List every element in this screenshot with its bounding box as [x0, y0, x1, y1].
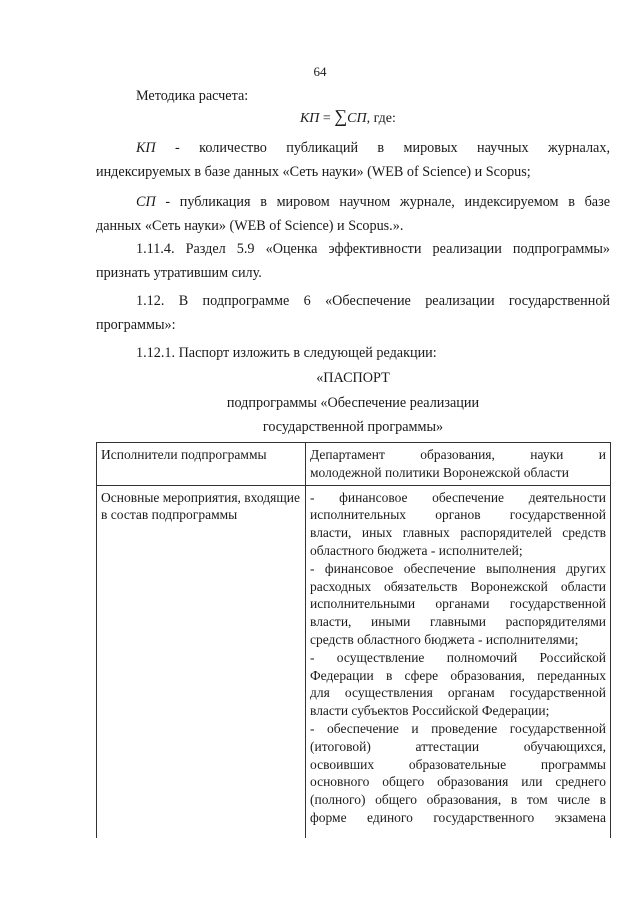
- formula: [300, 106, 396, 127]
- definition-kp: [96, 136, 610, 184]
- value-line: власти, иными главными распорядителями: [310, 614, 606, 630]
- passport-subtitle-2: государственной программы»: [262, 419, 444, 435]
- formula-tail: , где:: [366, 111, 396, 126]
- row-label-main-activities: Основные мероприятия, входящие в состав подпрограммы: [97, 485, 306, 838]
- paragraph-1-11-4-line2: признать утратившим силу.: [96, 265, 262, 281]
- paragraph-1-12: [96, 289, 610, 337]
- paragraph-1-12-1: 1.12.1. Паспорт изложить в следующей редакции:: [136, 345, 437, 361]
- paragraph-1-11-4-line1: 1.11.4. Раздел 5.9 «Оценка эффективности реализации подпрограммы»: [136, 241, 610, 257]
- definition-sp-line2: данных «Сеть науки» (WEB of Science) и Scopus.».: [96, 218, 404, 234]
- row-label-executors: Исполнители подпрограммы: [97, 443, 306, 486]
- value-line: - осуществление полномочий Российской: [310, 649, 606, 665]
- value-line: власти, иных главных распорядителей средств: [310, 525, 606, 541]
- value-line: для осуществления органам государственной: [310, 685, 606, 701]
- value-line: (полного) общего образования, в том числе в: [310, 792, 606, 808]
- table-row: [97, 443, 611, 486]
- definition-kp-term: КП: [136, 140, 156, 156]
- formula-eq: =: [319, 111, 335, 126]
- value-line: исполнительных органов государственной: [310, 507, 606, 523]
- value-line: молодежной политики Воронежской области: [310, 464, 569, 480]
- value-line: средств областного бюджета - исполнителями;: [310, 631, 579, 647]
- value-line: расходных обязательств Воронежской области: [310, 578, 606, 594]
- passport-subtitle-1: подпрограммы «Обеспечение реализации: [226, 395, 480, 411]
- passport-title: «ПАСПОРТ: [316, 370, 390, 386]
- definition-kp-line1: - количество публикаций в мировых научных журналах,: [155, 140, 610, 156]
- definition-kp-line2: индексируемых в базе данных «Сеть науки» (WEB of Science) и Scopus;: [96, 164, 531, 180]
- value-line: (итоговой) аттестации обучающихся,: [310, 738, 606, 754]
- value-line: освоивших образовательные программы: [310, 756, 606, 772]
- page-number: 64: [313, 64, 327, 79]
- value-line: - финансовое обеспечение деятельности: [310, 489, 606, 505]
- formula-lhs: КП: [300, 111, 320, 126]
- paragraph-1-11-4: [96, 237, 610, 285]
- value-line: исполнительными органами государственной: [310, 596, 606, 612]
- definition-sp-line1: - публикация в мировом научном журнале, индексируемом в базе: [155, 194, 610, 210]
- table-row: [97, 485, 611, 838]
- value-line: основного общего образования или среднего: [310, 774, 606, 790]
- value-line: Департамент образования, науки и: [310, 447, 606, 462]
- method-heading: Методика расчета:: [136, 88, 249, 104]
- value-line: областного бюджета - исполнителей;: [310, 542, 523, 558]
- paragraph-1-12-line2: программы»:: [96, 317, 176, 333]
- value-line: форме единого государственного экзамена: [310, 809, 606, 825]
- value-line: - обеспечение и проведение государственной: [310, 720, 606, 736]
- row-value-executors: [306, 443, 611, 486]
- paragraph-1-12-line1: 1.12. В подпрограмме 6 «Обеспечение реализации государственной: [136, 293, 610, 309]
- value-line: Федерации в сфере образования, переданных: [310, 667, 606, 683]
- formula-rhs: СП: [347, 111, 367, 126]
- sum-symbol: ∑: [334, 106, 348, 126]
- passport-table: [96, 442, 611, 838]
- definition-sp: [96, 190, 610, 238]
- definition-sp-term: СП: [136, 194, 156, 210]
- value-line: власти субъектов Российской Федерации;: [310, 703, 550, 719]
- row-value-main-activities: [306, 485, 611, 838]
- value-line: - финансовое обеспечение выполнения других: [310, 560, 606, 576]
